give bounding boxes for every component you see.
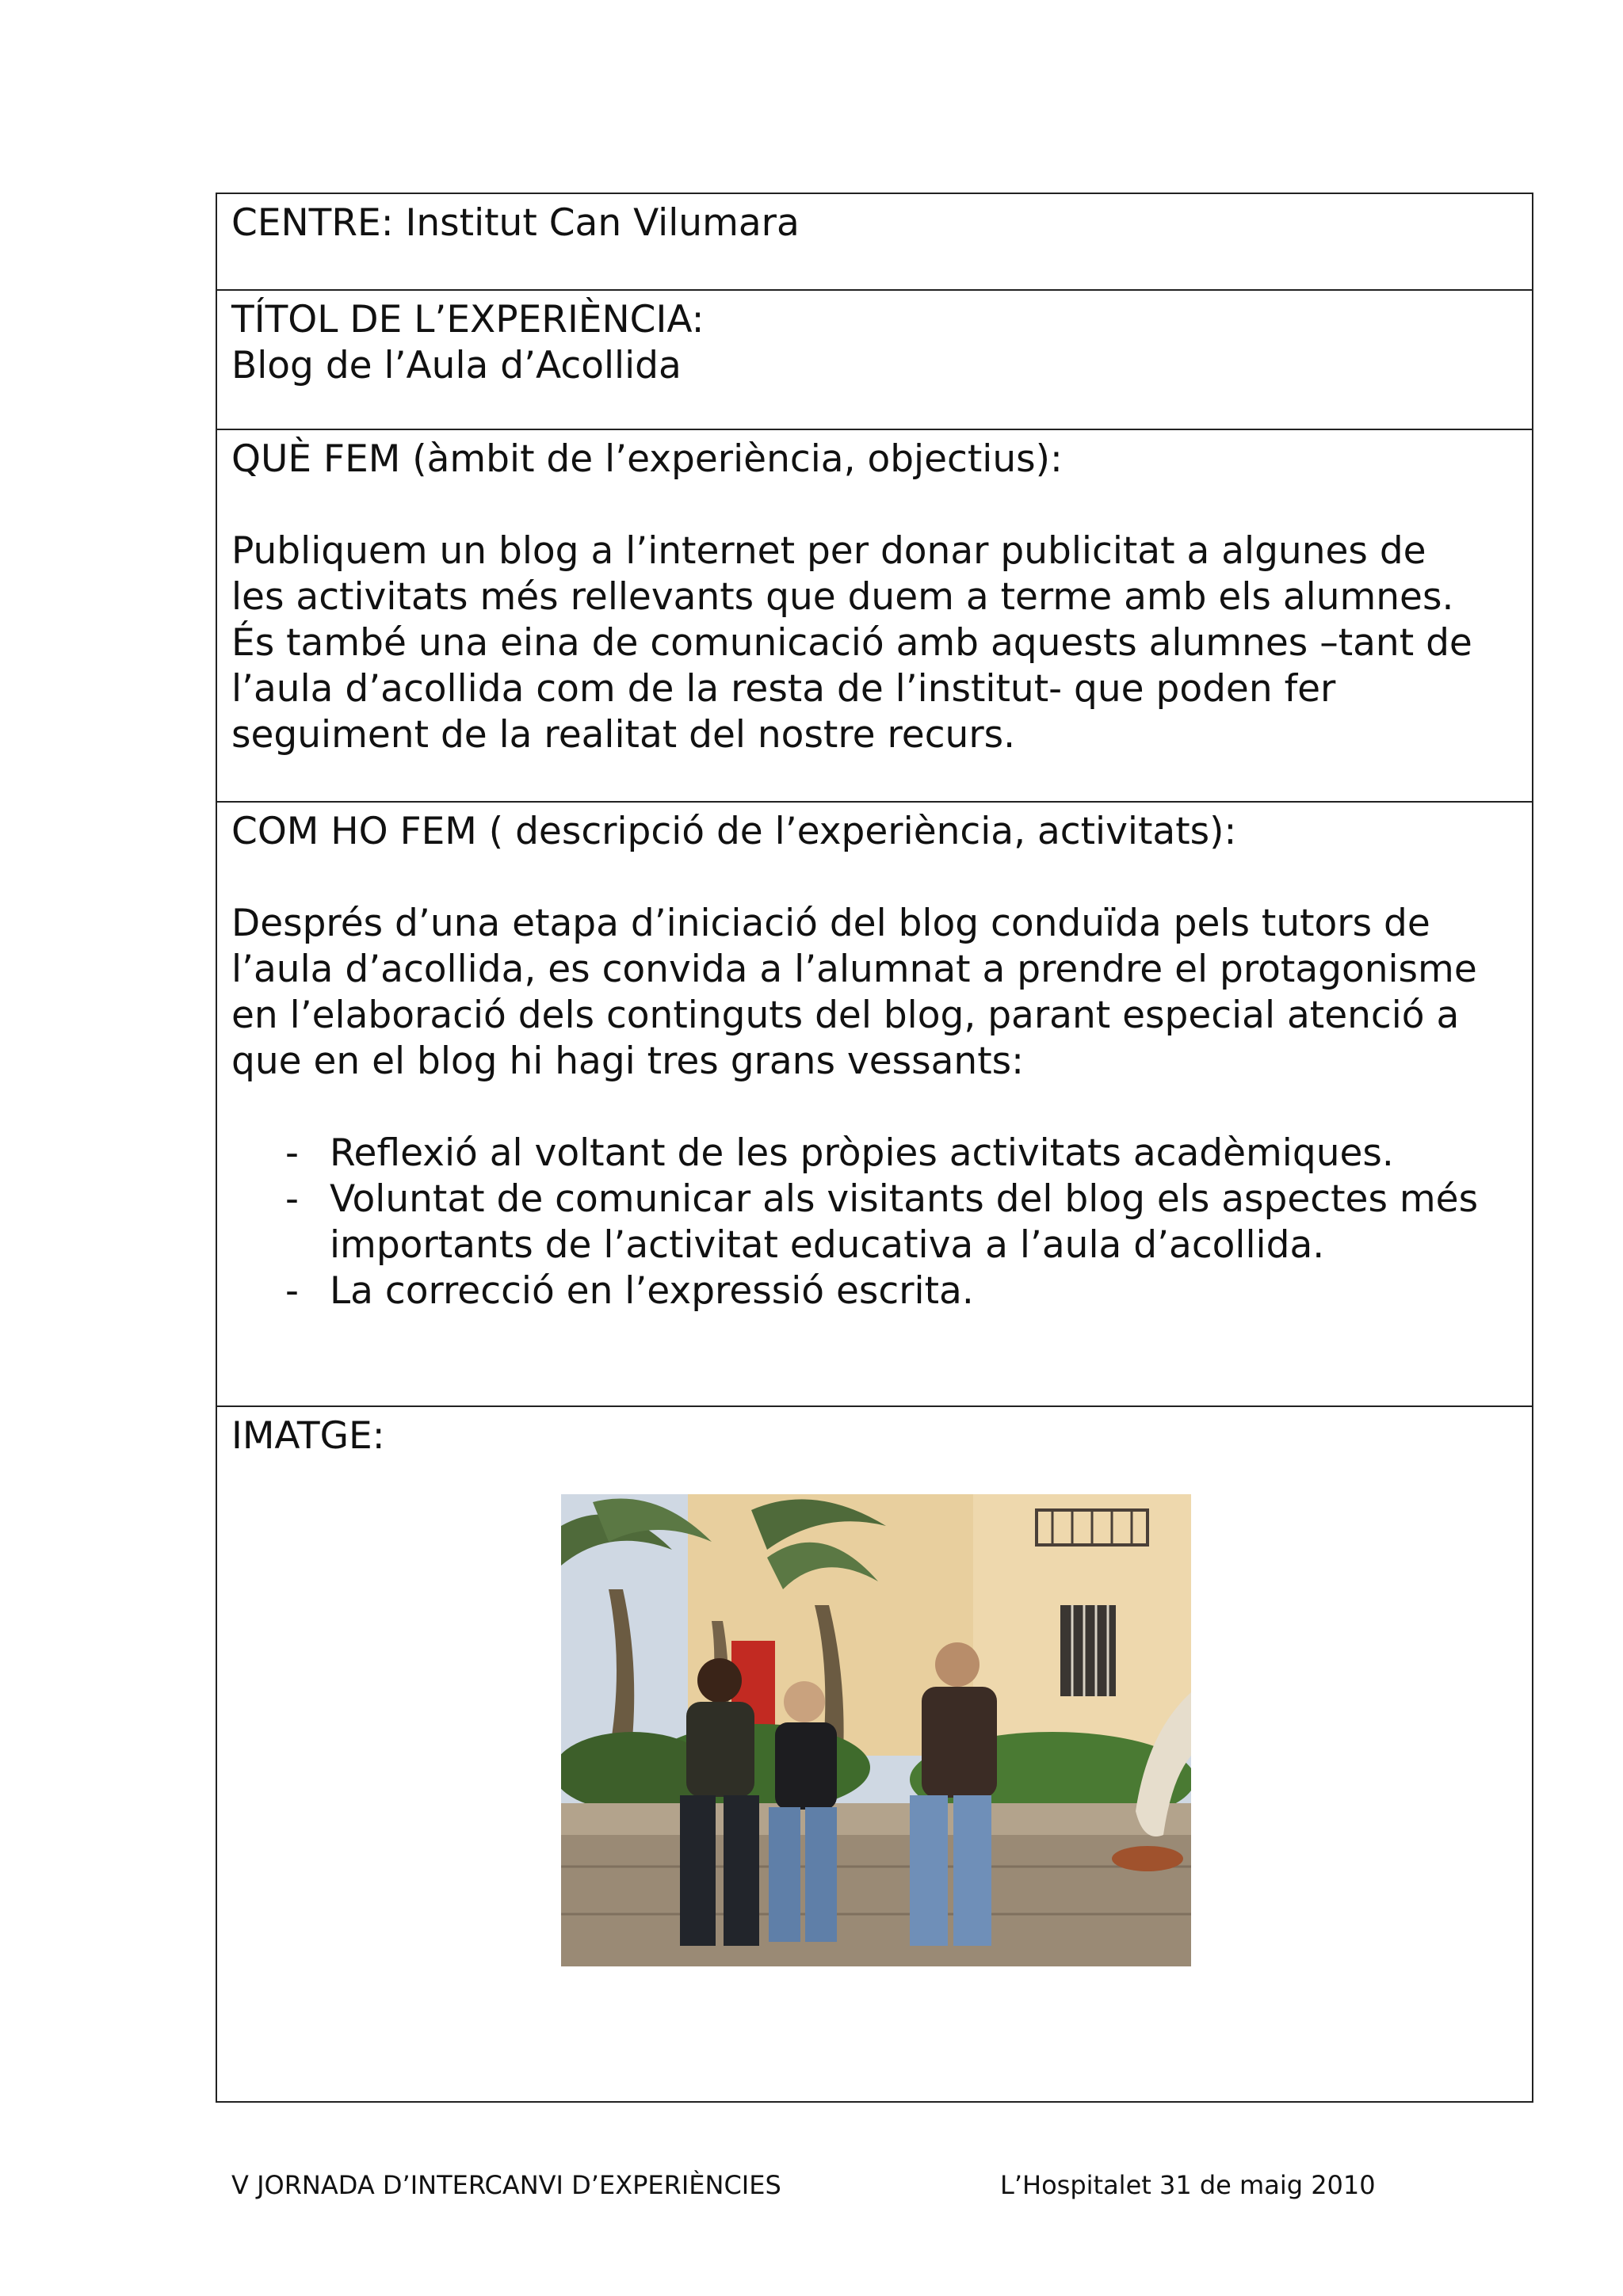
students-photo bbox=[561, 1494, 1191, 1966]
how-we-do-it-line: que en el blog hi hagi tres grans vessants: bbox=[231, 1039, 1024, 1083]
how-we-do-it-line: l’aula d’acollida, es convida a l’alumnat a prendre el protagonisme bbox=[231, 948, 1477, 991]
what-we-do-label: QUÈ FEM (àmbit de l’experiència, objectius): bbox=[231, 437, 1063, 481]
bullet-item bbox=[285, 1268, 1518, 1314]
bullet-dash: - bbox=[285, 1131, 299, 1175]
title-label: TÍTOL DE L’EXPERIÈNCIA: bbox=[231, 298, 705, 341]
how-we-do-it-row bbox=[217, 803, 1532, 1407]
image-label: IMATGE: bbox=[231, 1414, 385, 1458]
bullet-continuation bbox=[285, 1222, 1518, 1268]
what-we-do-line: seguiment de la realitat del nostre recurs. bbox=[231, 713, 1016, 757]
footer-event-name: V JORNADA D’INTERCANVI D’EXPERIÈNCIES bbox=[231, 2170, 781, 2200]
title-row bbox=[217, 291, 1532, 430]
bullet-item bbox=[285, 1177, 1518, 1222]
image-row bbox=[217, 1407, 1532, 2101]
centre-text: CENTRE: Institut Can Vilumara bbox=[231, 201, 800, 245]
how-we-do-it-label: COM HO FEM ( descripció de l’experiència, activitats): bbox=[231, 810, 1237, 853]
what-we-do-row bbox=[217, 430, 1532, 803]
footer-place-date: L’Hospitalet 31 de maig 2010 bbox=[1000, 2170, 1376, 2200]
title-value: Blog de l’Aula d’Acollida bbox=[231, 344, 682, 387]
bullet-text: Reflexió al voltant de les pròpies activitats acadèmiques. bbox=[330, 1131, 1394, 1175]
bullet-item bbox=[285, 1131, 1518, 1177]
bullet-text: Voluntat de comunicar als visitants del blog els aspectes més bbox=[330, 1177, 1479, 1221]
bullet-list bbox=[231, 1131, 1518, 1314]
what-we-do-line: l’aula d’acollida com de la resta de l’institut- que poden fer bbox=[231, 667, 1336, 711]
how-we-do-it-line: en l’elaboració dels continguts del blog, parant especial atenció a bbox=[231, 994, 1460, 1037]
bullet-text: La correcció en l’expressió escrita. bbox=[330, 1269, 974, 1313]
experience-form-table bbox=[216, 193, 1533, 2103]
what-we-do-line: És també una eina de comunicació amb aquests alumnes –tant de bbox=[231, 621, 1472, 665]
bullet-text: importants de l’activitat educativa a l’aula d’acollida. bbox=[330, 1223, 1325, 1267]
centre-row bbox=[217, 194, 1532, 291]
what-we-do-line: les activitats més rellevants que duem a terme amb els alumnes. bbox=[231, 575, 1454, 619]
what-we-do-line: Publiquem un blog a l’internet per donar publicitat a algunes de bbox=[231, 529, 1426, 573]
bullet-dash: - bbox=[285, 1269, 299, 1313]
bullet-dash: - bbox=[285, 1177, 299, 1221]
how-we-do-it-line: Després d’una etapa d’iniciació del blog conduïda pels tutors de bbox=[231, 902, 1430, 945]
